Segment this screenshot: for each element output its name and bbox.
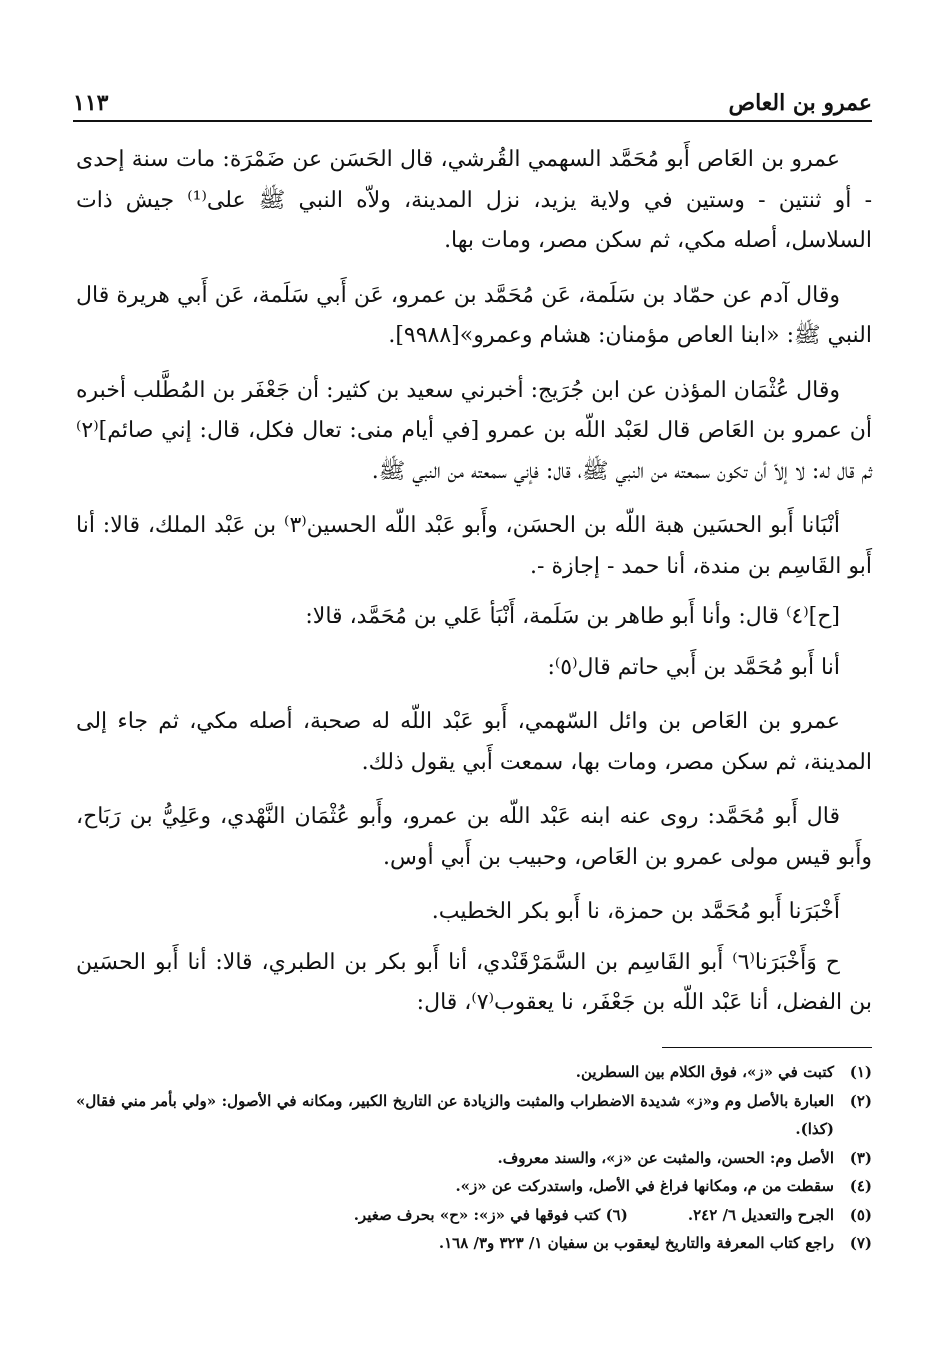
running-header	[73, 82, 872, 122]
footnote-text: الجرح والتعديل ٦/ ٢٤٢.	[687, 1205, 834, 1224]
main-text	[76, 140, 872, 1038]
footnote-number: (٥)	[849, 1205, 872, 1224]
footnote-text: كتب فوقها في «ز»: «ح» بحرف صغير.	[353, 1205, 601, 1224]
footnote-text: كتبت في «ز»، فوق الكلام بين السطرين.	[575, 1063, 834, 1081]
footnote	[76, 1172, 872, 1201]
footnote-number: (٦)	[605, 1205, 628, 1224]
footnote-number: (٣)	[849, 1148, 872, 1167]
footnote-text: راجع كتاب المعرفة والتاريخ ليعقوب بن سفيان ١/ ٣٢٣ و٣/ ١٦٨.	[438, 1234, 834, 1252]
footnote-pair	[76, 1201, 872, 1230]
footnote	[76, 1144, 872, 1173]
footnote	[76, 1087, 872, 1144]
isnad-paragraph: ح وَأَخْبَرَنا⁽٦⁾ أَبو القَاسِم بن السَّمَرْقَنْدي، أنا أَبو بكر بن الطبري، قالا: أنا أَبو الحسَين بن الفضل، أنا عَبْد اللّه بن جَعْفَر، نا يعقوب⁽٧⁾، قال:	[76, 949, 872, 1015]
isnad-paragraph: [ح]⁽٤⁾ قال: وأنا أَبو طاهر بن سَلَمة، أَنْبَأ عَلي بن مُحَمَّد، قالا:	[305, 604, 840, 629]
isnad-paragraph: أَخْبَرَنا أَبو مُحَمَّد بن حمزة، نا أَبو بكر الخطيب.	[431, 899, 840, 924]
page-number: ١١٣	[73, 90, 109, 116]
paragraph: وقال آدم عن حمّاد بن سَلَمة، عَن مُحَمَّد بن عمرو، عَن أَبي سَلَمة، عَن أَبي هريرة قال النبي ﷺ: «ابنا العاص مؤمنان: هشام وعمرو»[٩٩٨٨].	[76, 282, 872, 348]
footnote-number: (١)	[849, 1063, 872, 1081]
footnotes	[76, 1058, 872, 1258]
footnote-text: سقطت من م، ومكانها فراغ في الأصل، واستدركت عن «ز».	[455, 1177, 834, 1195]
paragraph: قال أَبو مُحَمَّد: روى عنه ابنه عَبْد اللّه بن عمرو، وأَبو عُثْمَان النَّهْدي، وعَلِيُّ بن رَبَاح، وأَبو قيس مولى عمرو بن العَاص، وحبيب بن أَبي أوس.	[76, 804, 872, 870]
header-title: عمرو بن العاص	[728, 90, 872, 116]
footnote-divider	[662, 1047, 872, 1048]
paragraph: عمرو بن العَاص أَبو مُحَمَّد السهمي القُرشي، قال الحَسَن عن ضَمْرَة: مات سنة إحدى - أو ثنتين - وستين في ولاية يزيد، نزل المدينة، ولاّه النبي ﷺ على⁽¹⁾ جيش ذات السلاسل، أصله مكي، ثم سكن مصر، ومات بها.	[76, 147, 872, 253]
paragraph: وقال عُثْمَان المؤذن عن ابن جُرَيج: أخبرني سعيد بن كثير: أن جَعْفَر بن المُطَّلب أخبره أن عمرو بن العَاص قال لعَبْد اللّه بن عمرو [في أيام منى: تعال فكل، قال: إني صائم]⁽٢⁾ ثم قال له: لا إلاّ أن تكون سمعته من النبي ﷺ، قال: فإني سمعته من النبي ﷺ.	[76, 377, 872, 484]
footnote	[76, 1229, 872, 1258]
footnote-number: (٢)	[849, 1091, 872, 1110]
footnote-text: الأصل وم: الحسن، والمثبت عن «ز»، والسند معروف.	[497, 1148, 834, 1167]
paragraph: عمرو بن العَاص بن وائل السّهمي، أَبو عَبْد اللّه له صحبة، أصله مكي، ثم جاء إلى المدينة، ثم سكن مصر، ومات بها، سمعت أَبي يقول ذلك.	[76, 709, 872, 775]
isnad-paragraph: أنا أَبو مُحَمَّد بن أَبي حاتم قال⁽٥⁾:	[547, 654, 840, 680]
footnote-text: العبارة بالأصل وم و«ز» شديدة الاضطراب والمثبت والزيادة عن التاريخ الكبير، ومكانه في الأصول: «ولي بأمر مني فقال» (كذا).	[76, 1091, 834, 1138]
footnote-number: (٤)	[849, 1177, 872, 1195]
footnote	[76, 1058, 872, 1087]
footnote-number: (٧)	[849, 1234, 872, 1252]
isnad-paragraph: أنْبَانا أَبو الحسَين هبة اللّه بن الحسَن، وأَبو عَبْد اللّه الحسين⁽٣⁾ بن عَبْد الملك، قالا: أنا أَبو القَاسِم بن مندة، أنا حمد - إجازة -.	[76, 513, 872, 579]
